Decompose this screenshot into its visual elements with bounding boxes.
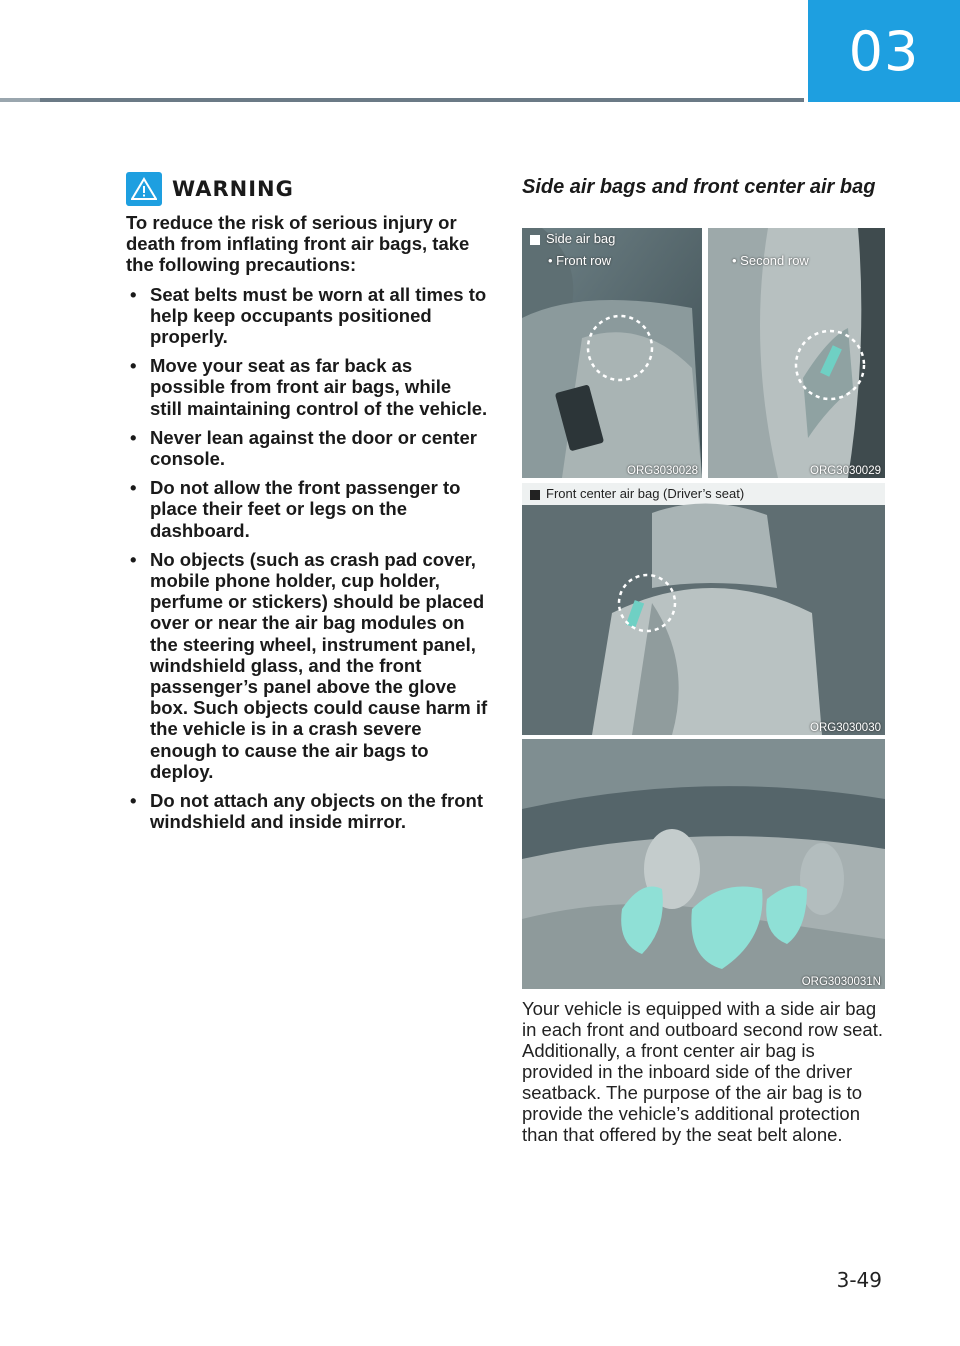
section-title: Side air bags and front center air bag — [522, 176, 876, 198]
warning-list — [126, 284, 488, 833]
figure-code: ORG3030028 — [627, 465, 698, 477]
warning-item: • Do not allow the front passenger to place their feet or legs on the dashboard. — [126, 477, 488, 541]
square-bullet-icon — [530, 490, 540, 500]
warning-intro: To reduce the risk of serious injury or death from inflating front air bags, take the following precautions: — [126, 212, 470, 276]
chapter-number: 03 — [848, 19, 920, 83]
section-body: Your vehicle is equipped with a side air bag in each front and outboard second row seat. Additionally, a front center air bag is provided in the inboard side of the driver seatback. The purpose of the air bag is to provide the vehicle’s additional protection than that offered by the seat belt alone. — [522, 998, 883, 1145]
figure-code: ORG3030030 — [810, 722, 881, 734]
page-number: 3-49 — [836, 1268, 882, 1292]
figure-deployed-airbags — [522, 739, 885, 989]
figure-code: ORG3030031N — [801, 976, 881, 988]
figure-code: ORG3030029 — [810, 465, 881, 477]
second-row-label: • Second row — [732, 253, 809, 268]
driver-seat-illustration — [522, 483, 885, 735]
front-row-label: • Front row — [548, 253, 612, 268]
warning-item: • Never lean against the door or center console. — [126, 427, 488, 469]
warning-item: • Move your seat as far back as possible from front air bags, while still maintaining control of the vehicle. — [126, 355, 488, 419]
figure-front-center-airbag — [522, 483, 885, 735]
warning-title: WARNING — [172, 177, 294, 201]
header-rule — [0, 98, 804, 102]
side-airbag-label: Side air bag — [530, 231, 615, 246]
cabin-illustration — [522, 739, 885, 989]
figure-second-row-side-airbag — [708, 228, 885, 478]
warning-item: • No objects (such as crash pad cover, mobile phone holder, cup holder, perfume or stickers) should be placed over or near the air bag modules on the steering wheel, instrument panel, windshield glass, and the front passenger’s panel above the glove box. Such objects could cause harm if the vehicle is in a crash severe enough to cause the air bags to deploy. — [126, 549, 488, 782]
warning-triangle-icon — [126, 172, 162, 206]
warning-item: • Seat belts must be worn at all times to help keep occupants positioned properly. — [126, 284, 488, 348]
chapter-tab — [808, 0, 960, 102]
warning-item: • Do not attach any objects on the front windshield and inside mirror. — [126, 790, 488, 832]
header-rule-accent — [0, 98, 40, 102]
square-bullet-icon — [530, 235, 540, 245]
figure-front-row-side-airbag — [522, 228, 702, 478]
front-center-airbag-label: Front center air bag (Driver’s seat) — [530, 486, 744, 501]
warning-body — [126, 212, 488, 840]
warning-header — [126, 172, 294, 206]
